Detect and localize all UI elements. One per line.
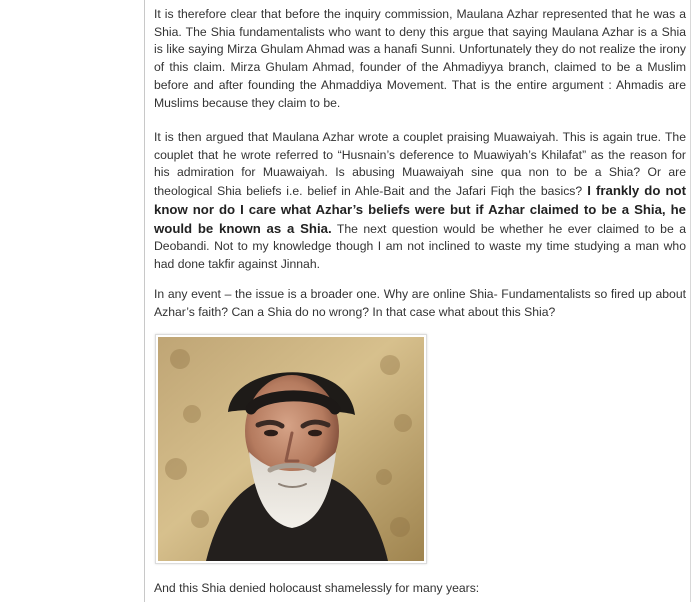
portrait-photo [155,334,427,564]
article-paragraph-2 [154,129,686,274]
paragraph-2-text-end: The next question would be whether he ever claimed to be a Deobandi. Not to my knowledge though I am not inclined to waste my time studying a man who had done takfir against Jinnah. [154,221,686,271]
portrait-photo-icon [158,337,424,561]
article-paragraph-1: It is therefore clear that before the inquiry commission, Maulana Azhar represented that he was a Shia. The Shia fundamentalists who want to deny this argue that saying Maulana Azhar is a Shia is like saying Mirza Ghulam Ahmad was a hanafi Sunni. Unfortunately they do not realize the irony of this claim. Mirza Ghulam Ahmad, founder of the Ahmadiyya branch, claimed to be a Muslim before and after founding the Ahmaddiya Movement. That is the entire argument : Ahmadis are Muslims because they claim to be. [154,7,686,110]
article-paragraph-3: In any event – the issue is a broader one. Why are online Shia- Fundamentalists so fired up about Azhar’s faith? Can a Shia do no wrong? In that case what about this Shia? [154,287,686,319]
paragraph-2-text-start: It is then argued that Maulana Azhar wrote a couplet praising Muawaiyah. This is again true. The couplet that he wrote referred to “Husnain’s deference to Muawiyah’s Khilafat” as the reason for his admiration for Muawaiyah. Is abusing Muawaiyah sine qua non to be a Shia? Or are theological Shia beliefs i.e. belief in Ahle-Bait and the Jafari Fiqh the basics? [154,130,686,199]
right-scroll-gutter [690,0,698,602]
paragraph-2-bold-statement: I frankly do not know nor do I care what Azhar’s beliefs were but if Azhar claimed to be a Shia, he would be known as a Shia. [154,183,686,236]
article-caption: And this Shia denied holocaust shamelessly for many years: [154,581,480,595]
left-sidebar-gutter [0,0,145,602]
